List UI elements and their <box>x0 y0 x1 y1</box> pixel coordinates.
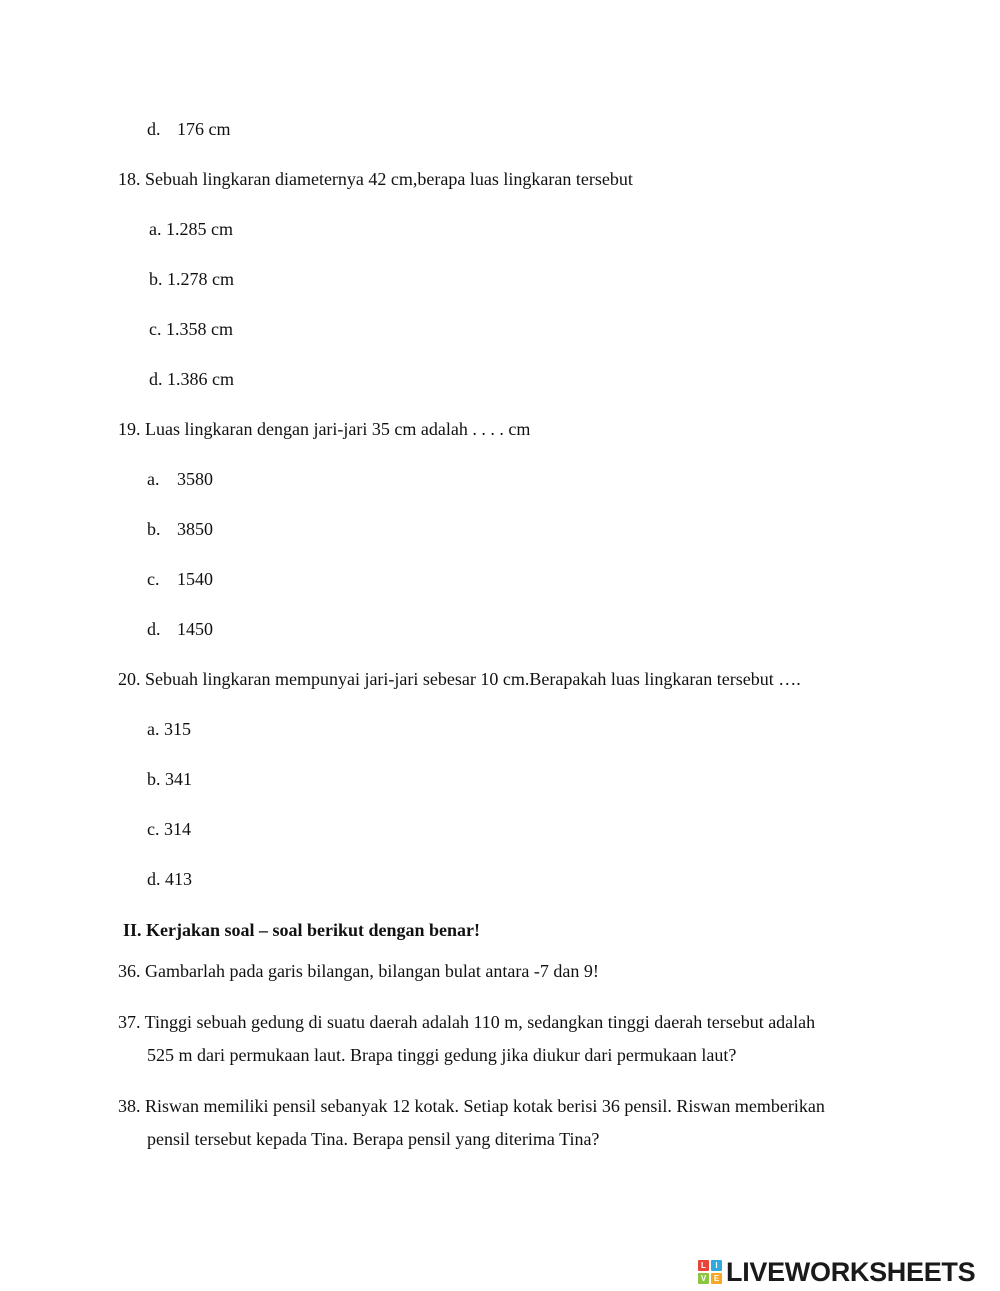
logo-letter: L <box>698 1260 709 1271</box>
option-text: 176 cm <box>177 119 231 139</box>
q20-question: 20. Sebuah lingkaran mempunyai jari-jari sebesar 10 cm.Berapakah luas lingkaran tersebut …. <box>118 669 801 689</box>
logo-letter: I <box>711 1260 722 1271</box>
q20-option-d[interactable]: d. 413 <box>147 869 192 889</box>
q19-option-a[interactable] <box>147 468 213 490</box>
option-label: b. <box>147 519 161 539</box>
section-2-heading: II. Kerjakan soal – soal berikut dengan benar! <box>123 920 481 940</box>
option-text: 1450 <box>177 619 213 639</box>
liveworksheets-logo[interactable] <box>698 1255 975 1289</box>
option-label: a. <box>147 469 160 489</box>
q37-question-line-2: 525 m dari permukaan laut. Brapa tinggi gedung jika diukur dari permukaan laut? <box>147 1045 737 1065</box>
q20-option-a[interactable]: a. 315 <box>147 719 191 739</box>
q36-question: 36. Gambarlah pada garis bilangan, bilangan bulat antara -7 dan 9! <box>118 961 599 981</box>
option-label: c. <box>147 569 160 589</box>
q20-option-c[interactable]: c. 314 <box>147 819 191 839</box>
q18-option-a[interactable]: a. 1.285 cm <box>149 219 233 239</box>
logo-mark-icon <box>698 1260 722 1284</box>
q20-option-b[interactable]: b. 341 <box>147 769 192 789</box>
logo-letter: V <box>698 1273 709 1284</box>
option-text: 1540 <box>177 569 213 589</box>
option-label: d. <box>147 119 161 139</box>
q18-option-d[interactable]: d. 1.386 cm <box>149 369 234 389</box>
q18-option-c[interactable]: c. 1.358 cm <box>149 319 233 339</box>
q37-question-line-1: 37. Tinggi sebuah gedung di suatu daerah adalah 110 m, sedangkan tinggi daerah tersebut adalah <box>118 1012 816 1032</box>
logo-text: LIVEWORKSHEETS <box>726 1256 976 1287</box>
q38-question-line-2: pensil tersebut kepada Tina. Berapa pensil yang diterima Tina? <box>147 1129 600 1149</box>
option-text: 3850 <box>177 519 213 539</box>
q18-question: 18. Sebuah lingkaran diameternya 42 cm,berapa luas lingkaran tersebut <box>118 169 633 189</box>
q19-option-c[interactable] <box>147 568 213 590</box>
q38-question-line-1: 38. Riswan memiliki pensil sebanyak 12 kotak. Setiap kotak berisi 36 pensil. Riswan memberikan <box>118 1096 825 1116</box>
q19-question: 19. Luas lingkaran dengan jari-jari 35 cm adalah . . . . cm <box>118 419 531 439</box>
q18-option-b[interactable]: b. 1.278 cm <box>149 269 234 289</box>
q19-option-b[interactable] <box>147 518 213 540</box>
option-text: 3580 <box>177 469 213 489</box>
q17-option-d[interactable] <box>147 118 231 140</box>
logo-letter: E <box>711 1273 722 1284</box>
option-label: d. <box>147 619 161 639</box>
q19-option-d[interactable] <box>147 618 213 640</box>
